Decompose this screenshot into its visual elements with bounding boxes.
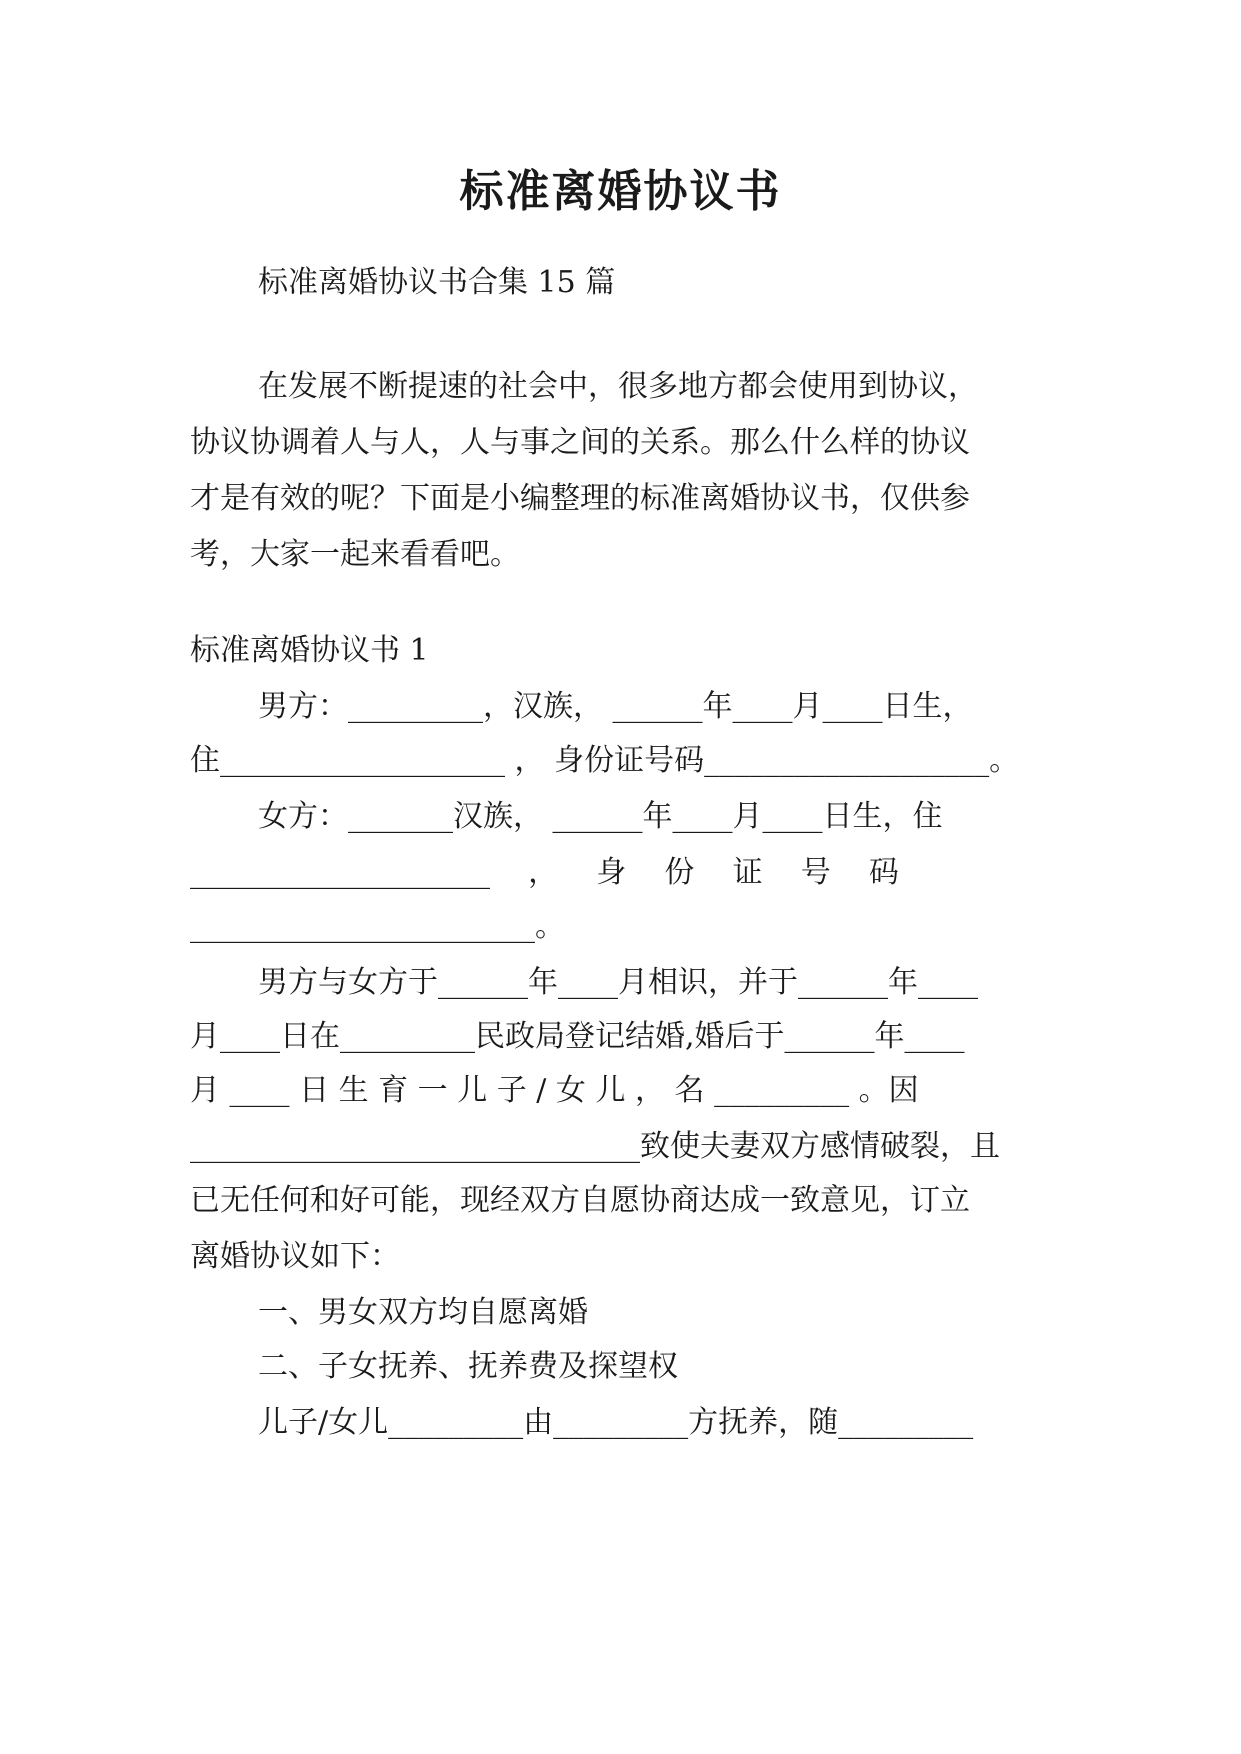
body-line: ____________________ ， 身 份 证 号 码	[190, 855, 899, 890]
body-line: 住___________________ ， 身份证号码___________________。	[190, 743, 1020, 778]
body-line: 月 ____ 日 生 育 一 儿 子 / 女 儿 ， 名 _________ 。因	[190, 1073, 919, 1108]
intro-line: 在发展不断提速的社会中，很多地方都会使用到协议，	[258, 369, 978, 404]
clause-heading: 二、子女抚养、抚养费及探望权	[258, 1349, 678, 1384]
document-title: 标准离婚协议书	[459, 166, 782, 217]
intro-line: 协议协调着人与人，人与事之间的关系。那么什么样的协议	[190, 425, 970, 460]
intro-line: 考，大家一起来看看吧。	[190, 537, 520, 572]
body-line: 儿子/女儿_________由_________方抚养，随_________	[258, 1405, 974, 1440]
body-line: _______________________。	[190, 909, 565, 944]
body-line: 男方：_________，汉族， ______年____月____日生，	[258, 689, 973, 724]
body-line: 男方与女方于______年____月相识，并于______年____	[258, 965, 978, 1000]
section-heading: 标准离婚协议书 1	[190, 633, 429, 668]
body-line: 离婚协议如下：	[190, 1239, 400, 1274]
intro-line: 才是有效的呢？下面是小编整理的标准离婚协议书，仅供参	[190, 481, 970, 516]
clause-heading: 一、男女双方均自愿离婚	[258, 1295, 588, 1330]
body-line: 已无任何和好可能，现经双方自愿协商达成一致意见，订立	[190, 1183, 970, 1218]
document-subtitle: 标准离婚协议书合集 15 篇	[258, 265, 616, 300]
body-line: 女方：_______汉族， ______年____月____日生，住	[258, 799, 943, 834]
body-line: 月____日在_________民政局登记结婚,婚后于______年____	[190, 1019, 965, 1054]
body-line: ______________________________致使夫妻双方感情破裂，且	[190, 1129, 1000, 1164]
